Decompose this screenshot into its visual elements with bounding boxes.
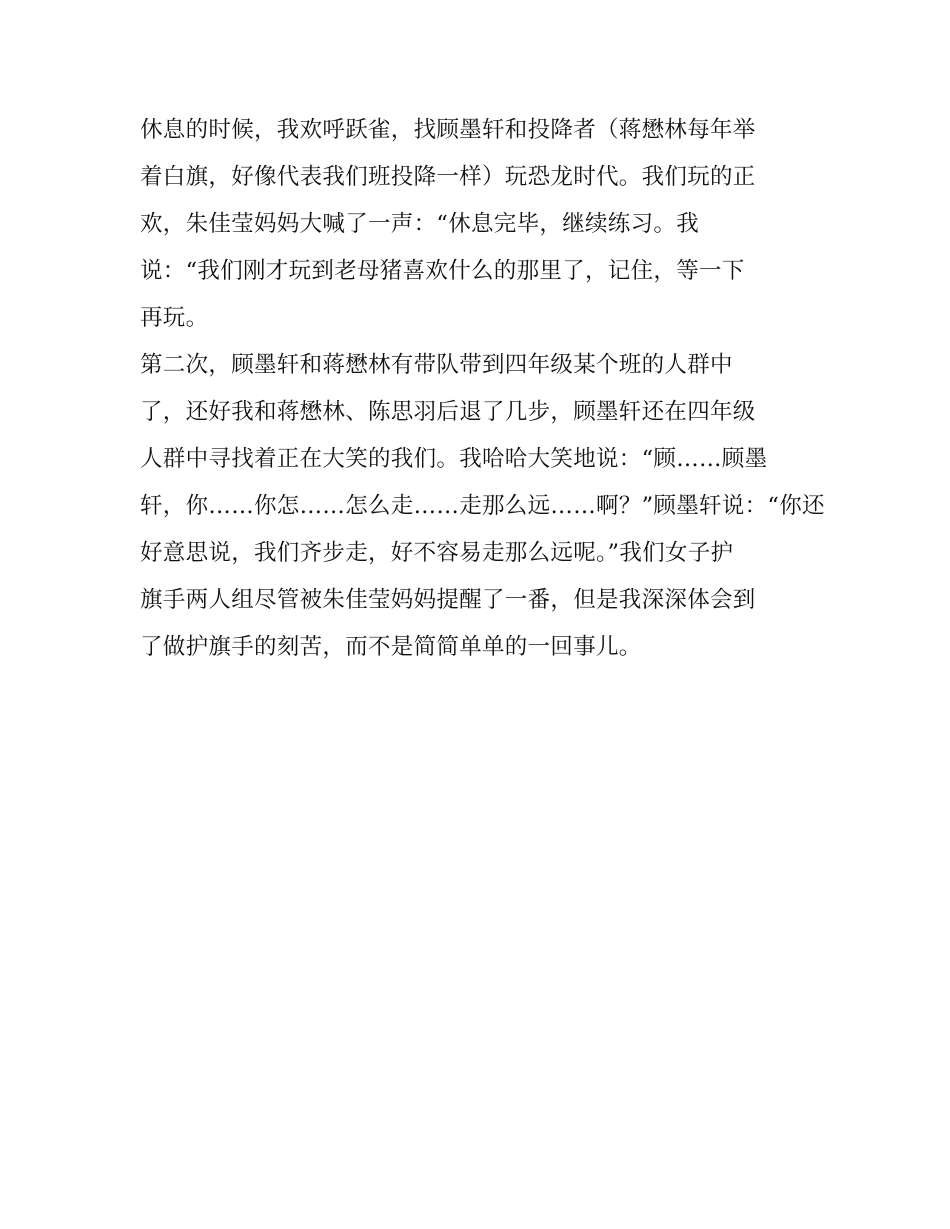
text-line: 旗手两人组尽管被朱佳莹妈妈提醒了一番，但是我深深体会到 (140, 587, 756, 613)
text-line: 说：“我们刚才玩到老母猪喜欢什么的那里了，记住，等一下 (140, 258, 745, 284)
text-line: 着白旗，好像代表我们班投降一样）玩恐龙时代。我们玩的正 (140, 164, 756, 190)
text-line: 再玩。 (140, 305, 209, 331)
text-line: 轩，你……你怎……怎么走……走那么远……啊？”顾墨轩说：“你还 (140, 493, 825, 519)
text-line: 了，还好我和蒋懋林、陈思羽后退了几步，顾墨轩还在四年级 (140, 399, 756, 425)
body-text (140, 107, 830, 671)
text-line: 人群中寻找着正在大笑的我们。我哈哈大笑地说：“顾……顾墨 (140, 446, 768, 472)
text-line: 欢，朱佳莹妈妈大喊了一声：“休息完毕，继续练习。我 (140, 211, 700, 237)
text-line: 休息的时候，我欢呼跃雀，找顾墨轩和投降者（蒋懋林每年举 (140, 117, 756, 143)
text-line: 好意思说，我们齐步走，好不容易走那么远呢。”我们女子护 (140, 540, 734, 566)
text-line: 了做护旗手的刻苦，而不是简简单单的一回事儿。 (140, 634, 642, 660)
text-line: 第二次，顾墨轩和蒋懋林有带队带到四年级某个班的人群中 (140, 352, 733, 378)
